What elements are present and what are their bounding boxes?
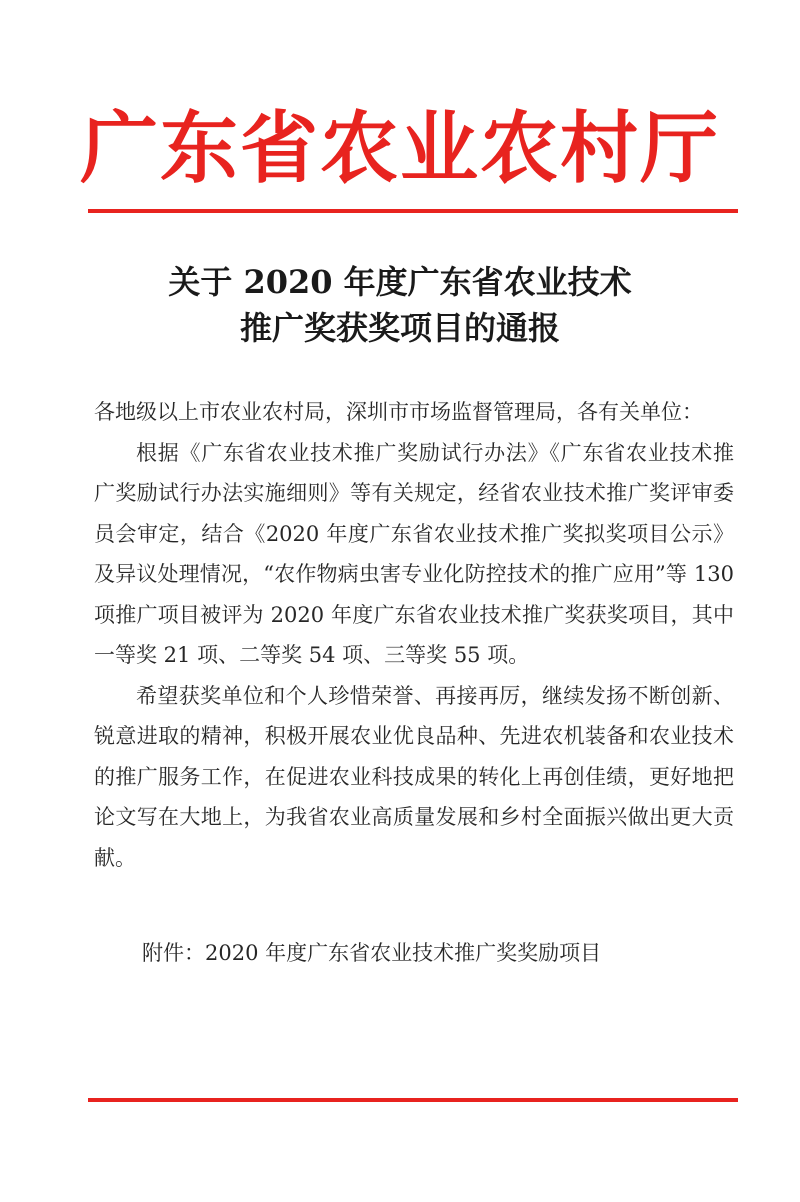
letterhead-org-name: 广东省农业农村厅 xyxy=(79,103,720,194)
letterhead-red-rule xyxy=(88,209,738,213)
document-title-line2: 推广奖获奖项目的通报 xyxy=(239,309,560,347)
body-paragraph-1: 根据《广东省农业技术推广奖励试行办法》《广东省农业技术推广奖励试行办法实施细则》等有关规定，经省农业技术推广奖评审委员会审定，结合《2020 年度广东省农业技术推广奖拟奖项目公示》及异议处理情况，“农作物病虫害专业化防控技术的推广应用”等 130 项推广项目被评为 2020 年度广东省农业技术推广奖获奖项目，其中一等奖 21 项、二等奖 54 项、三等奖 55 项。 xyxy=(94,440,734,667)
footer-red-rule xyxy=(88,1098,738,1102)
addressee-line: 各地级以上市农业农村局，深圳市市场监督管理局，各有关单位： xyxy=(94,400,703,424)
document-title-line1: 关于 2020 年度广东省农业技术 xyxy=(168,263,632,301)
document-body xyxy=(94,392,734,878)
body-paragraph-2: 希望获奖单位和个人珍惜荣誉、再接再厉，继续发扬不断创新、锐意进取的精神，积极开展农业优良品种、先进农机装备和农业技术的推广服务工作，在促进农业科技成果的转化上再创佳绩，更好地把论文写在大地上，为我省农业高质量发展和乡村全面振兴做出更大贡献。 xyxy=(94,683,734,870)
attachment-line: 附件：2020 年度广东省农业技术推广奖奖励项目 xyxy=(142,941,602,965)
